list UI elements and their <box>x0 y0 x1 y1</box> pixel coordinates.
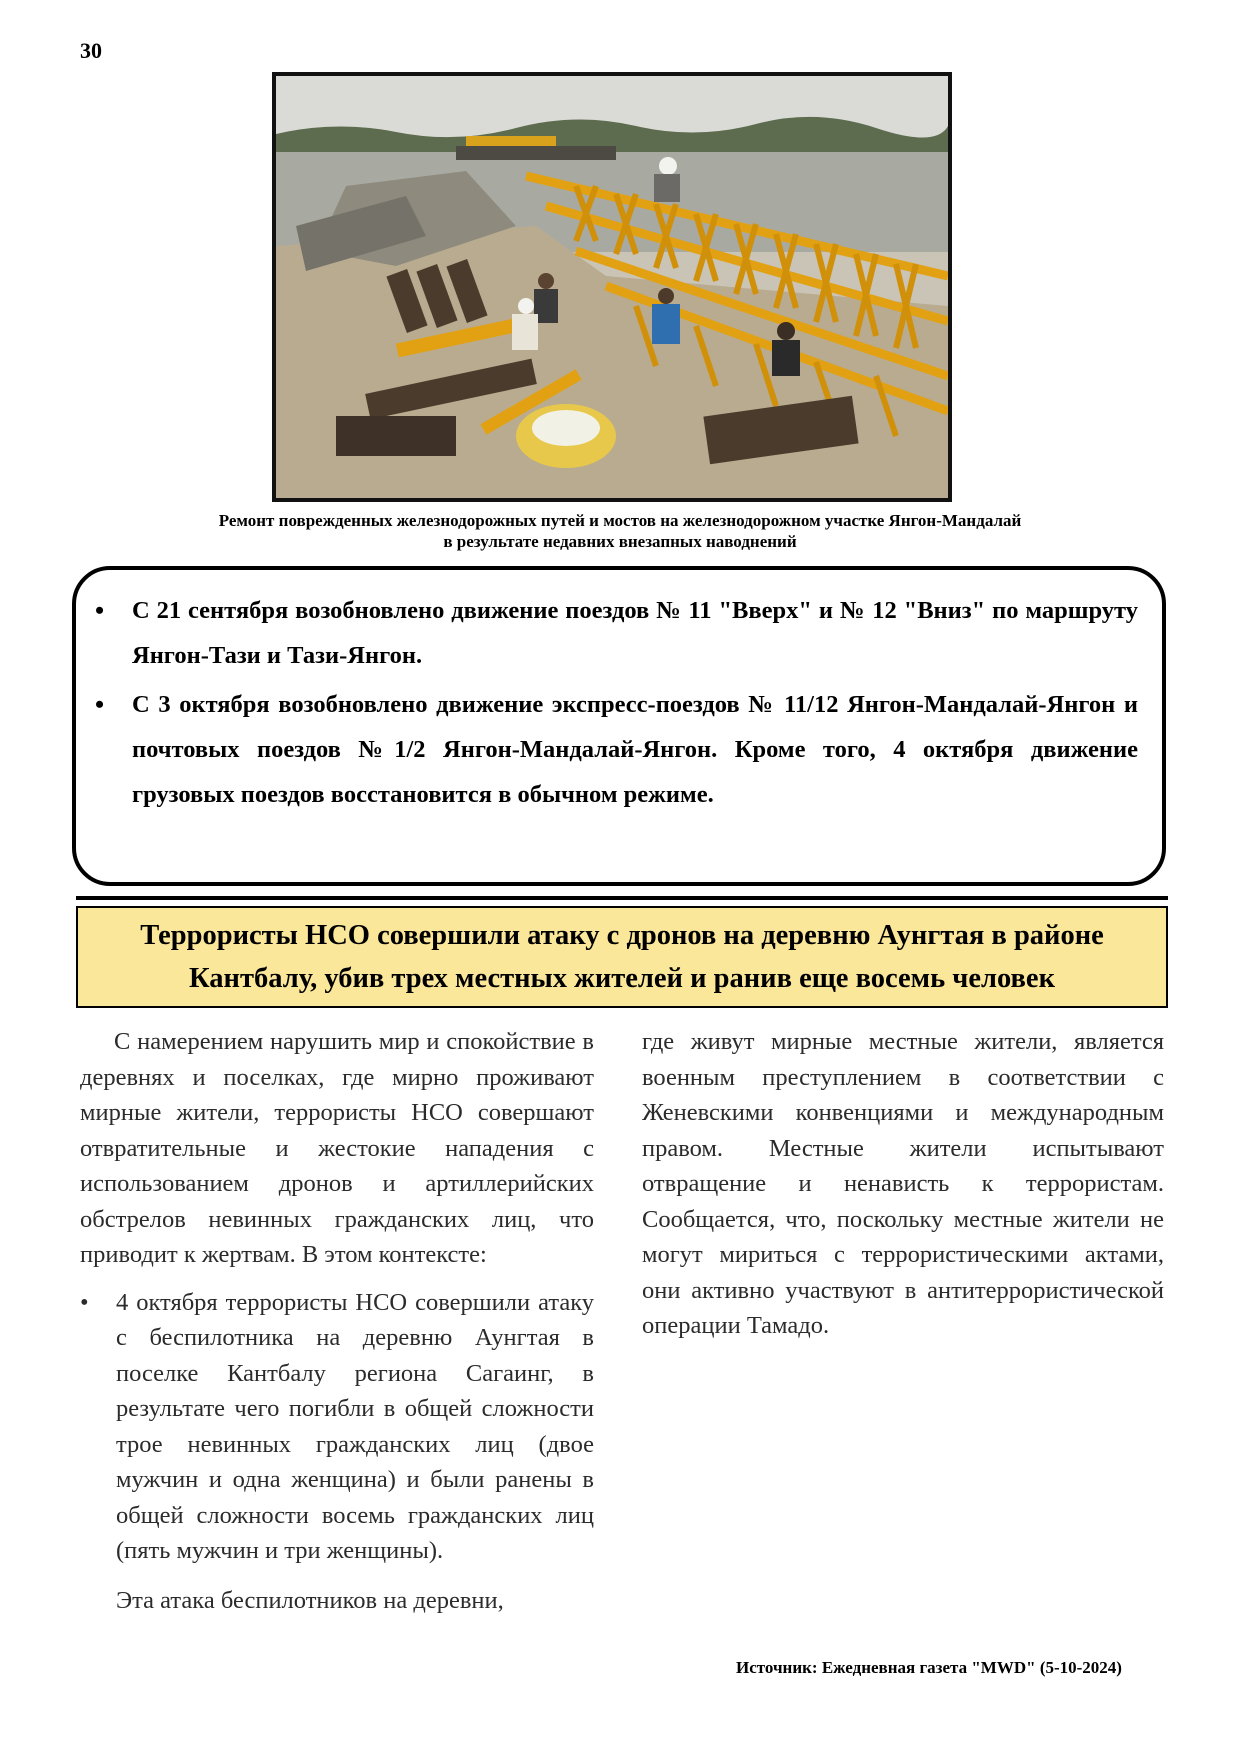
article-column-left <box>80 1024 594 1618</box>
callout-list <box>132 588 1138 817</box>
article-paragraph: где живут мирные местные жители, является военным преступлением в соответствии с Женевскими конвенциями и международным правом. Местные жители испытывают отвращение и ненависть к террористам. Сообщается, что, поскольку местные жители не могут мириться с террористическими актами, они активно участвуют в антитеррористической операции Тамадо. <box>642 1028 1164 1339</box>
caption-line-2: в результате недавних внезапных наводнений <box>443 532 797 551</box>
callout-item: • С 21 сентября возобновлено движение поездов № 11 "Вверх" и № 12 "Вниз" по маршруту Янгон-Тази и Тази-Янгон. <box>132 588 1138 678</box>
article-column-right <box>642 1024 1164 1344</box>
article-paragraph: С намерением нарушить мир и спокойствие в деревнях и поселках, где мирно проживают мирные жители, террористы НСО совершают отвратительные и жестокие нападения с использованием дронов и артиллерийских обстрелов невинных гражданских лиц, что приводит к жертвам. В этом контексте: <box>80 1028 594 1268</box>
callout-item: • С 3 октября возобновлено движение экспресс-поездов № 11/12 Янгон-Мандалай-Янгон и почтовых поездов №1/2 Янгон-Мандалай-Янгон. Кроме того, 4 октября движение грузовых поездов восстановится в обычном режиме. <box>132 682 1138 817</box>
article-headline: Террористы НСО совершили атаку с дронов на деревню Аунгтая в районе Кантбалу, убив трех местных жителей и ранив еще восемь человек <box>76 906 1168 1008</box>
bullet-text: 4 октября террористы НСО совершили атаку с беспилотника на деревню Аунгтая в поселке Кантбалу региона Сагаинг, в результате чего погибли в общей сложности трое невинных гражданских лиц (двое мужчин и одна женщина) и были ранены в общей сложности восемь гражданских лиц (пять мужчин и три женщины). <box>116 1288 594 1564</box>
article-paragraph: Эта атака беспилотников на деревни, <box>116 1586 504 1614</box>
bullet-marker: • <box>80 1288 89 1316</box>
bridge-repair-photo <box>272 72 952 502</box>
article-bullet-item <box>80 1285 594 1569</box>
section-divider <box>76 896 1168 900</box>
photo-illustration <box>276 76 948 498</box>
source-note: Источник: Ежедневная газета "MWD" (5-10-2024) <box>736 1658 1122 1677</box>
caption-line-1: Ремонт поврежденных железнодорожных путей и мостов на железнодорожном участке Янгон-Мандалай <box>218 511 1022 530</box>
train-service-callout <box>72 566 1166 886</box>
page-number: 30 <box>80 38 102 63</box>
photo-caption <box>110 510 1130 552</box>
